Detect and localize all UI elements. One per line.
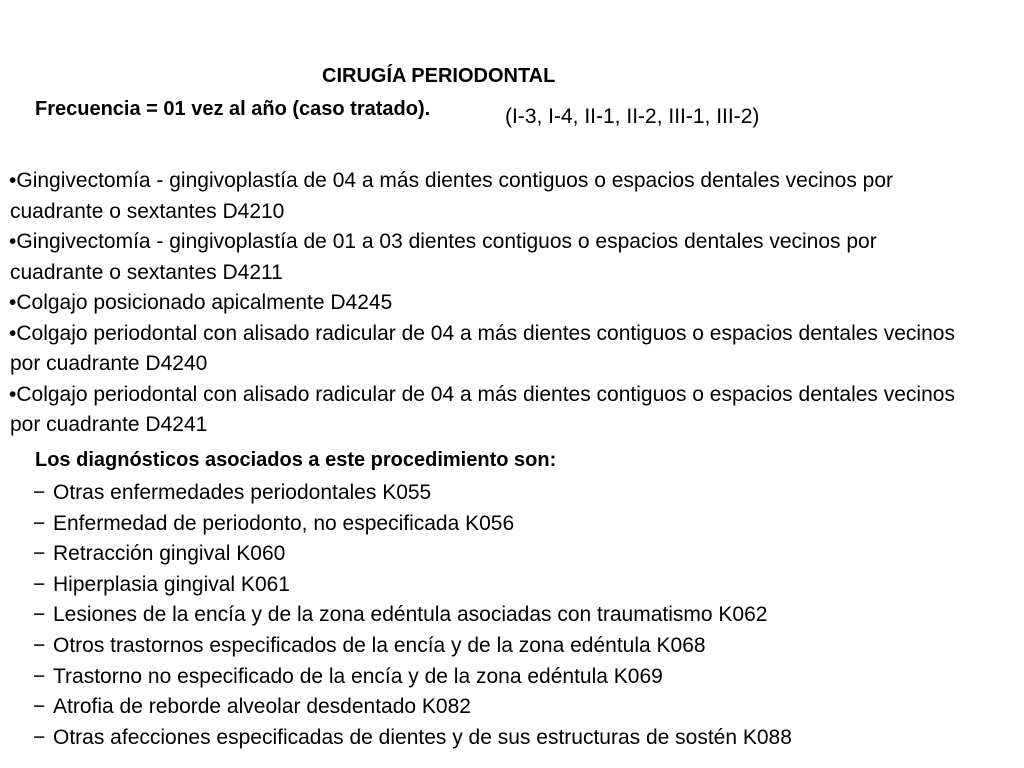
diagnosis-item — [33, 692, 792, 723]
diagnosis-item — [33, 662, 792, 693]
procedure-item — [4, 227, 964, 288]
procedure-item — [4, 166, 964, 227]
bullet-icon: • — [9, 230, 17, 253]
dash-icon: − — [33, 603, 46, 627]
procedure-text: Colgajo periodontal con alisado radicular de 04 a más dientes contiguos o espacios dentales vecinos por cuadrante D4240 — [10, 321, 955, 375]
procedure-text: Colgajo posicionado apicalmente D4245 — [16, 291, 393, 314]
page-title: CIRUGÍA PERIODONTAL — [322, 65, 556, 87]
procedure-text: Gingivectomía - gingivoplastía de 01 a 03 dientes contiguos o espacios dentales vecinos por cuadrante o sextantes D4211 — [10, 230, 877, 284]
dash-icon: − — [33, 511, 46, 535]
diagnosis-item — [33, 478, 792, 509]
bullet-icon: • — [9, 169, 17, 192]
diagnosis-text: Otras enfermedades periodontales K055 — [53, 481, 432, 504]
diagnosis-list — [33, 478, 792, 753]
bullet-icon: • — [9, 291, 17, 314]
procedure-text: Colgajo periodontal con alisado radicular de 04 a más dientes contiguos o espacios dentales vecinos por cuadrante D4241 — [10, 382, 955, 436]
dash-icon: − — [33, 481, 46, 504]
diagnosis-text: Atrofia de reborde alveolar desdentado K082 — [53, 695, 471, 719]
dash-icon: − — [33, 725, 46, 749]
procedure-text: Gingivectomía - gingivoplastía de 04 a más dientes contiguos o espacios dentales vecinos por cuadrante o sextantes D4210 — [10, 169, 894, 223]
dash-icon: − — [33, 664, 46, 688]
bullet-icon: • — [9, 321, 17, 345]
procedure-list — [4, 166, 964, 441]
diagnosis-item — [33, 509, 792, 540]
diagnosis-item — [33, 539, 792, 570]
diagnosis-item — [33, 723, 792, 754]
diagnoses-heading: Los diagnósticos asociados a este procedimiento son: — [35, 449, 557, 471]
procedure-item — [4, 380, 964, 441]
dash-icon: − — [33, 542, 46, 566]
diagnosis-text: Trastorno no especificado de la encía y de la zona edéntula K069 — [53, 664, 663, 688]
diagnosis-text: Otras afecciones especificadas de dientes y de sus estructuras de sostén K088 — [53, 725, 792, 749]
procedure-item — [4, 319, 964, 380]
dash-icon: − — [33, 633, 46, 657]
diagnosis-text: Enfermedad de periodonto, no especificada K056 — [53, 511, 515, 535]
bullet-icon: • — [9, 382, 17, 406]
diagnosis-item — [33, 600, 792, 631]
dash-icon: − — [33, 695, 46, 719]
diagnosis-text: Hiperplasia gingival K061 — [53, 572, 290, 596]
diagnosis-text: Retracción gingival K060 — [53, 542, 286, 566]
diagnosis-text: Otros trastornos especificados de la encía y de la zona edéntula K068 — [53, 633, 706, 657]
frequency-text: Frecuencia = 01 vez al año (caso tratado). — [35, 98, 431, 120]
diagnosis-text: Lesiones de la encía y de la zona edéntula asociadas con traumatismo K062 — [53, 603, 768, 627]
dash-icon: − — [33, 572, 46, 596]
diagnosis-item — [33, 570, 792, 601]
diagnosis-item — [33, 631, 792, 662]
procedure-item — [4, 288, 964, 319]
classification-codes: (I-3, I-4, II-1, II-2, III-1, III-2) — [505, 105, 760, 128]
